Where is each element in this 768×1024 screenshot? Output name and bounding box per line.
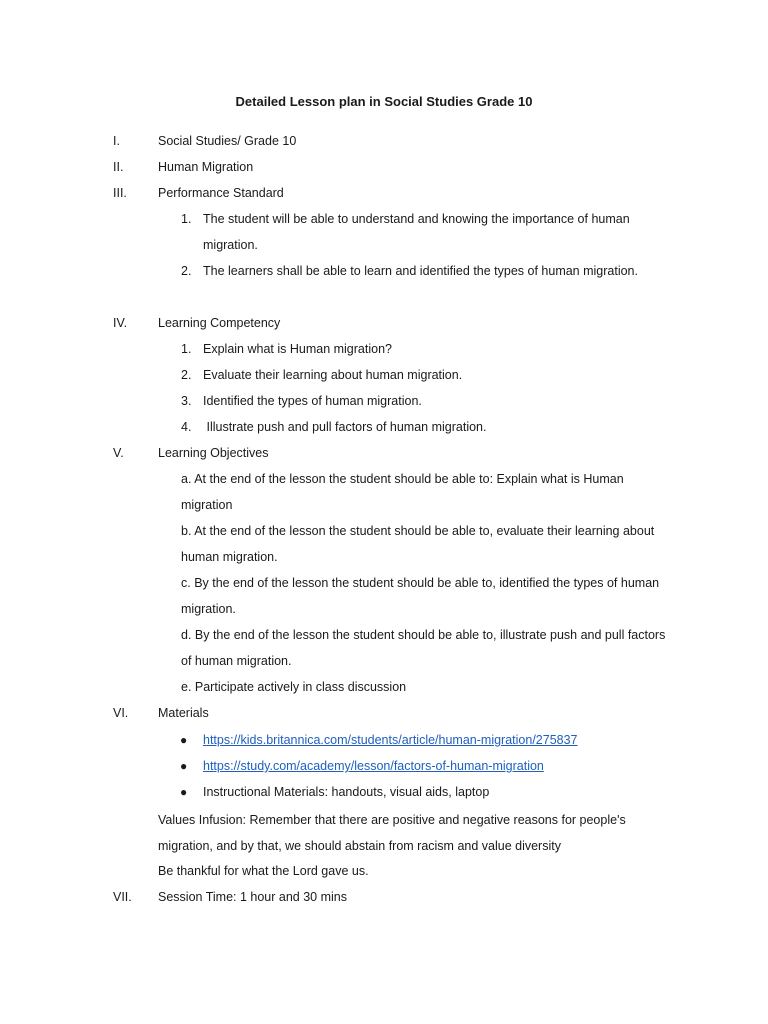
section-number-4: IV.: [113, 316, 128, 330]
document-title: Detailed Lesson plan in Social Studies Grade 10: [235, 94, 533, 109]
objective-d-cont: of human migration.: [181, 654, 292, 668]
study-com-link[interactable]: https://study.com/academy/lesson/factors-of-human-migration: [203, 759, 544, 773]
bullet-icon: ●: [180, 733, 188, 747]
section-number-1: I.: [113, 134, 120, 148]
objective-c: c. By the end of the lesson the student should be able to, identified the types of human: [181, 576, 660, 590]
performance-item-number: 1.: [181, 212, 192, 226]
instructional-materials-text: Instructional Materials: handouts, visual aids, laptop: [203, 785, 490, 799]
performance-item-text: The student will be able to understand and knowing the importance of human: [203, 212, 630, 226]
objective-c-cont: migration.: [181, 602, 236, 616]
objective-b-cont: human migration.: [181, 550, 278, 564]
section-label-2: Human Migration: [158, 160, 254, 174]
section-number-7: VII.: [113, 890, 132, 904]
section-number-5: V.: [113, 446, 124, 460]
competency-item-number: 2.: [181, 368, 192, 382]
competency-item-text: Evaluate their learning about human migration.: [203, 368, 463, 382]
performance-item-text-cont: migration.: [203, 238, 258, 252]
britannica-link[interactable]: https://kids.britannica.com/students/article/human-migration/275837: [203, 733, 578, 747]
section-label-6: Materials: [158, 706, 209, 720]
section-label-5: Learning Objectives: [158, 446, 269, 460]
values-infusion-text-cont: migration, and by that, we should abstain from racism and value diversity: [158, 839, 561, 853]
objective-a: a. At the end of the lesson the student should be able to: Explain what is Human: [181, 472, 624, 486]
section-label-3: Performance Standard: [158, 186, 284, 200]
section-label-1: Social Studies/ Grade 10: [158, 134, 297, 148]
competency-item-text: Illustrate push and pull factors of human migration.: [203, 420, 487, 434]
section-number-2: II.: [113, 160, 124, 174]
objective-d: d. By the end of the lesson the student should be able to, illustrate push and pull factors: [181, 628, 666, 642]
bullet-icon: ●: [180, 759, 188, 773]
competency-item-text: Identified the types of human migration.: [203, 394, 422, 408]
competency-item-number: 1.: [181, 342, 192, 356]
values-thankful-text: Be thankful for what the Lord gave us.: [158, 864, 369, 878]
bullet-icon: ●: [180, 785, 188, 799]
performance-item-number: 2.: [181, 264, 192, 278]
competency-item-number: 4.: [181, 420, 192, 434]
section-number-6: VI.: [113, 706, 129, 720]
competency-item-text: Explain what is Human migration?: [203, 342, 392, 356]
section-label-7: Session Time: 1 hour and 30 mins: [158, 890, 347, 904]
values-infusion-text: Values Infusion: Remember that there are positive and negative reasons for people's: [158, 813, 626, 827]
objective-e: e. Participate actively in class discussion: [181, 680, 407, 694]
section-label-4: Learning Competency: [158, 316, 281, 330]
performance-item-text: The learners shall be able to learn and identified the types of human migration.: [203, 264, 638, 278]
objective-b: b. At the end of the lesson the student should be able to, evaluate their learning about: [181, 524, 655, 538]
competency-item-number: 3.: [181, 394, 192, 408]
section-number-3: III.: [113, 186, 127, 200]
objective-a-cont: migration: [181, 498, 233, 512]
